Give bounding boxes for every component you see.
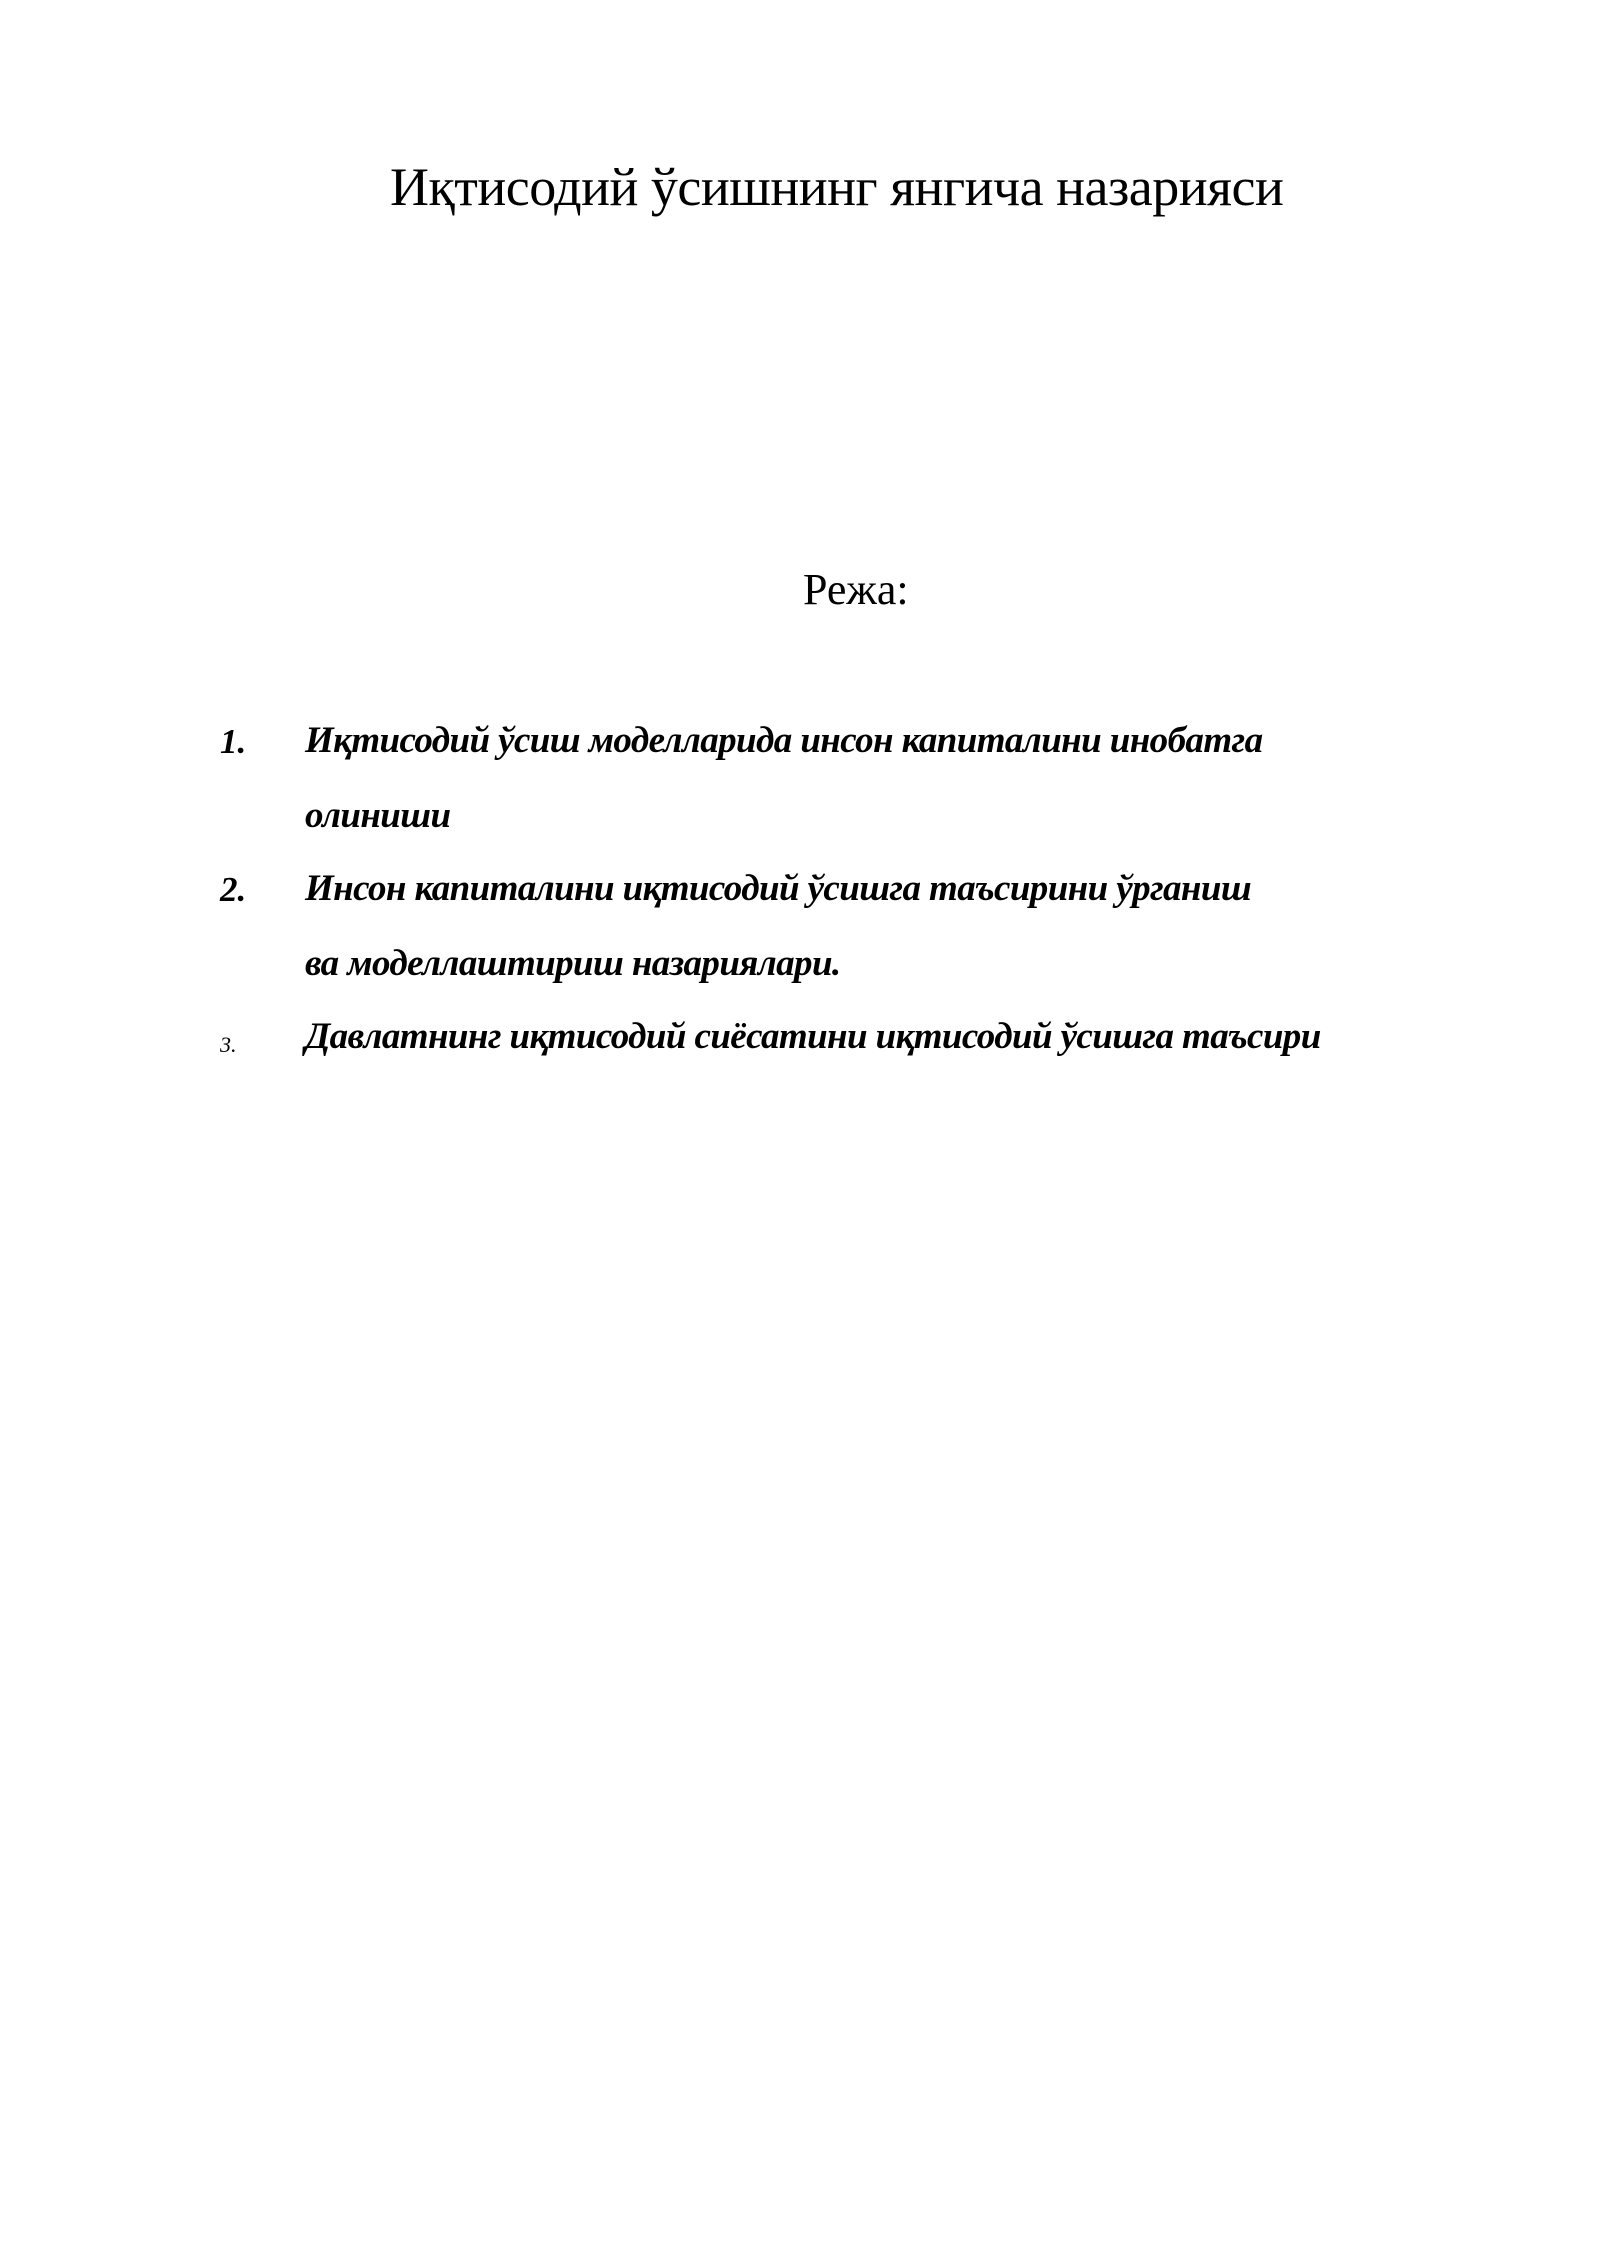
plan-item-number: 1. (220, 722, 247, 761)
plan-item-number: 3. (220, 1032, 237, 1057)
plan-item-number: 2. (220, 870, 247, 909)
plan-item-line: ва моделлаштириш назариялари. (305, 943, 841, 984)
plan-item-line: олиниши (305, 795, 451, 836)
plan-heading: Режа: (803, 565, 909, 614)
document-title: Иқтисодий ўсишнинг янгича назарияси (390, 157, 1284, 217)
plan-item-line: Давлатнинг иқтисодий сиёсатини иқтисодий ўсишга таъсири (305, 1016, 1321, 1057)
plan-item-line: Иқтисодий ўсиш моделларида инсон капиталини инобатга (305, 720, 1263, 761)
plan-item-line: Инсон капиталини иқтисодий ўсишга таъсирини ўрганиш (305, 868, 1252, 909)
